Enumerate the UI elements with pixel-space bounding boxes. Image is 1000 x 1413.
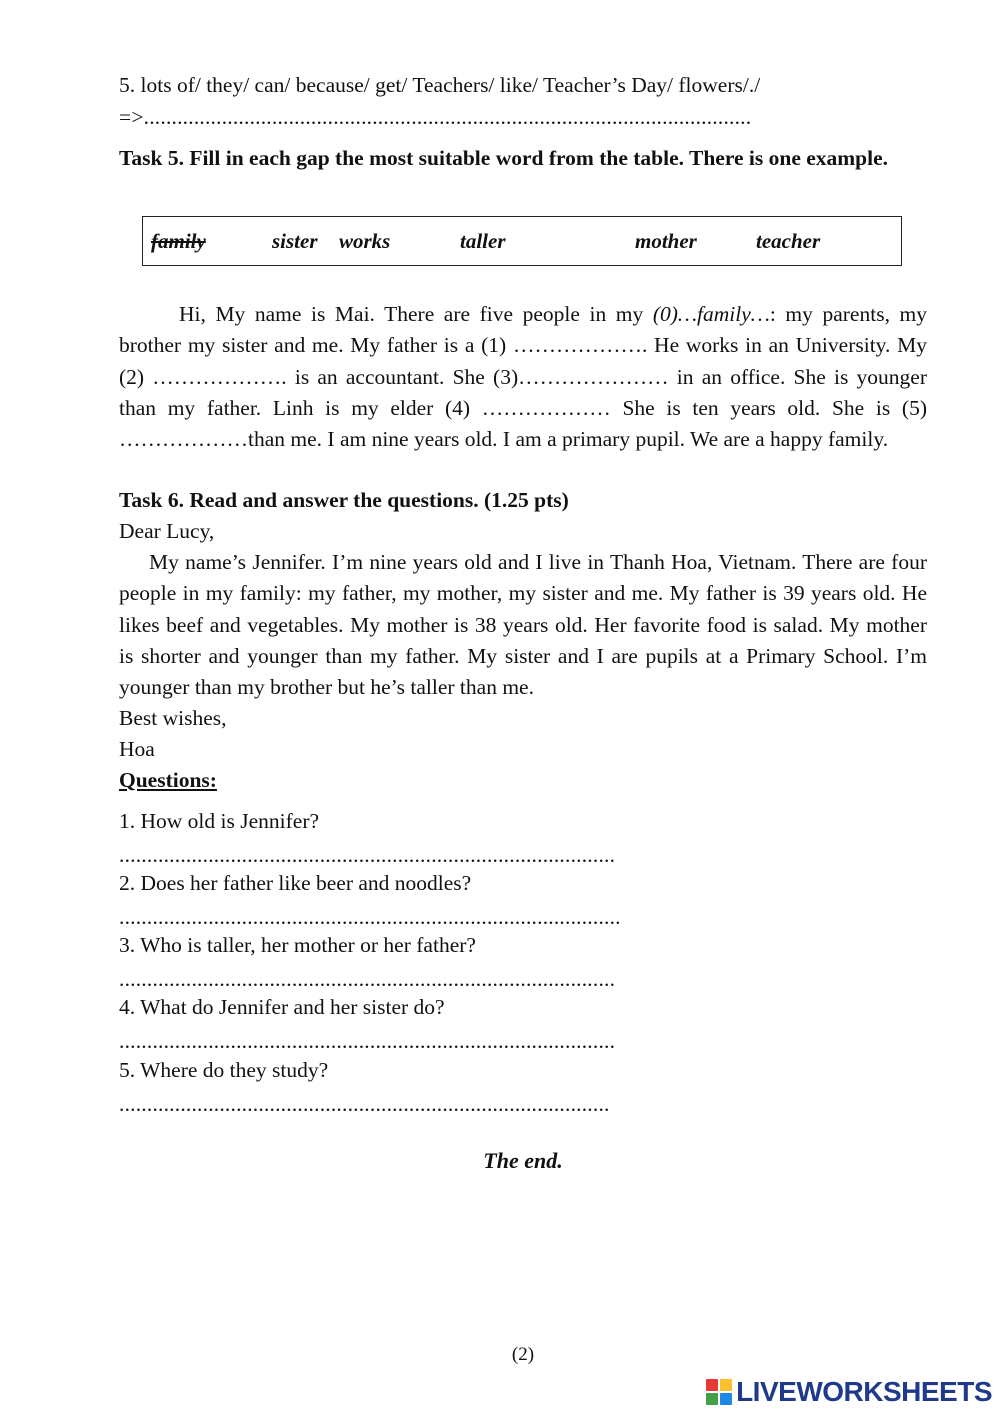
question-3: 3. Who is taller, her mother or her father? [119, 933, 476, 957]
answer-line-4[interactable]: ......................................................................................... [119, 1029, 616, 1053]
question-4: 4. What do Jennifer and her sister do? [119, 995, 445, 1019]
letter-signature: Hoa [119, 737, 155, 761]
passage-part-2: : my parents, my brother my sister and me. My father is a (1) ………………. He works in an University. My (2) ………………. is an accountant. She (3)………………… in an office. She is younger than my father. Linh is my elder (4) ……………… She is ten years old. She is (5) ………………than me. I am nine years old. I am a primary pupil. We are a happy family. [119, 302, 927, 452]
question-5: 5. Where do they study? [119, 1058, 329, 1082]
task5-heading: Task 5. Fill in each gap the most suitable word from the table. There is one example. [119, 146, 889, 170]
liveworksheets-grid-icon [706, 1379, 732, 1405]
word-bank-word: works [339, 229, 391, 253]
letter-body [119, 547, 927, 703]
prev-task-item-5: 5. lots of/ they/ can/ because/ get/ Teachers/ like/ Teacher’s Day/ flowers/./ [119, 73, 761, 97]
letter-text: My name’s Jennifer. I’m nine years old and I live in Thanh Hoa, Vietnam. There are four people in my family: my father, my mother, my sister and me. My father is 39 years old. He likes beef and vegetables. My mother is 38 years old. Her favorite food is salad. My mother is shorter and younger than my father. My sister and I are pupils at a Primary School. I’m younger than my brother but he’s taller than me. [119, 550, 927, 700]
word-bank-word: taller [460, 229, 506, 253]
question-1: 1. How old is Jennifer? [119, 809, 320, 833]
passage-part-1: Hi, My name is Mai. There are five people in my [179, 302, 653, 326]
question-2: 2. Does her father like beer and noodles? [119, 871, 472, 895]
word-bank-box [142, 216, 902, 266]
answer-line-1[interactable]: ......................................................................................... [119, 843, 616, 867]
passage-example: (0)…family… [652, 302, 770, 326]
the-end-text: The end. [483, 1148, 563, 1173]
word-bank-word: mother [635, 229, 697, 253]
answer-line-3[interactable]: ......................................................................................... [119, 967, 616, 991]
word-bank-word: sister [272, 229, 318, 253]
word-bank-word: family [151, 229, 206, 253]
answer-line-2[interactable]: .......................................................................................... [119, 905, 621, 929]
letter-greeting: Dear Lucy, [119, 519, 215, 543]
questions-title: Questions: [119, 768, 217, 792]
liveworksheets-brand: LIVEWORKSHEETS [736, 1376, 992, 1407]
word-bank-word: teacher [756, 229, 821, 253]
task6-heading: Task 6. Read and answer the questions. (1.25 pts) [119, 488, 569, 512]
answer-line-5[interactable]: ........................................................................................ [119, 1092, 610, 1116]
prev-task-answer-line[interactable]: =>............................................................................................................. [119, 105, 752, 129]
task5-passage [119, 299, 927, 455]
letter-closing: Best wishes, [119, 706, 227, 730]
page-number: (2) [511, 1344, 535, 1365]
liveworksheets-logo[interactable] [706, 1374, 992, 1410]
